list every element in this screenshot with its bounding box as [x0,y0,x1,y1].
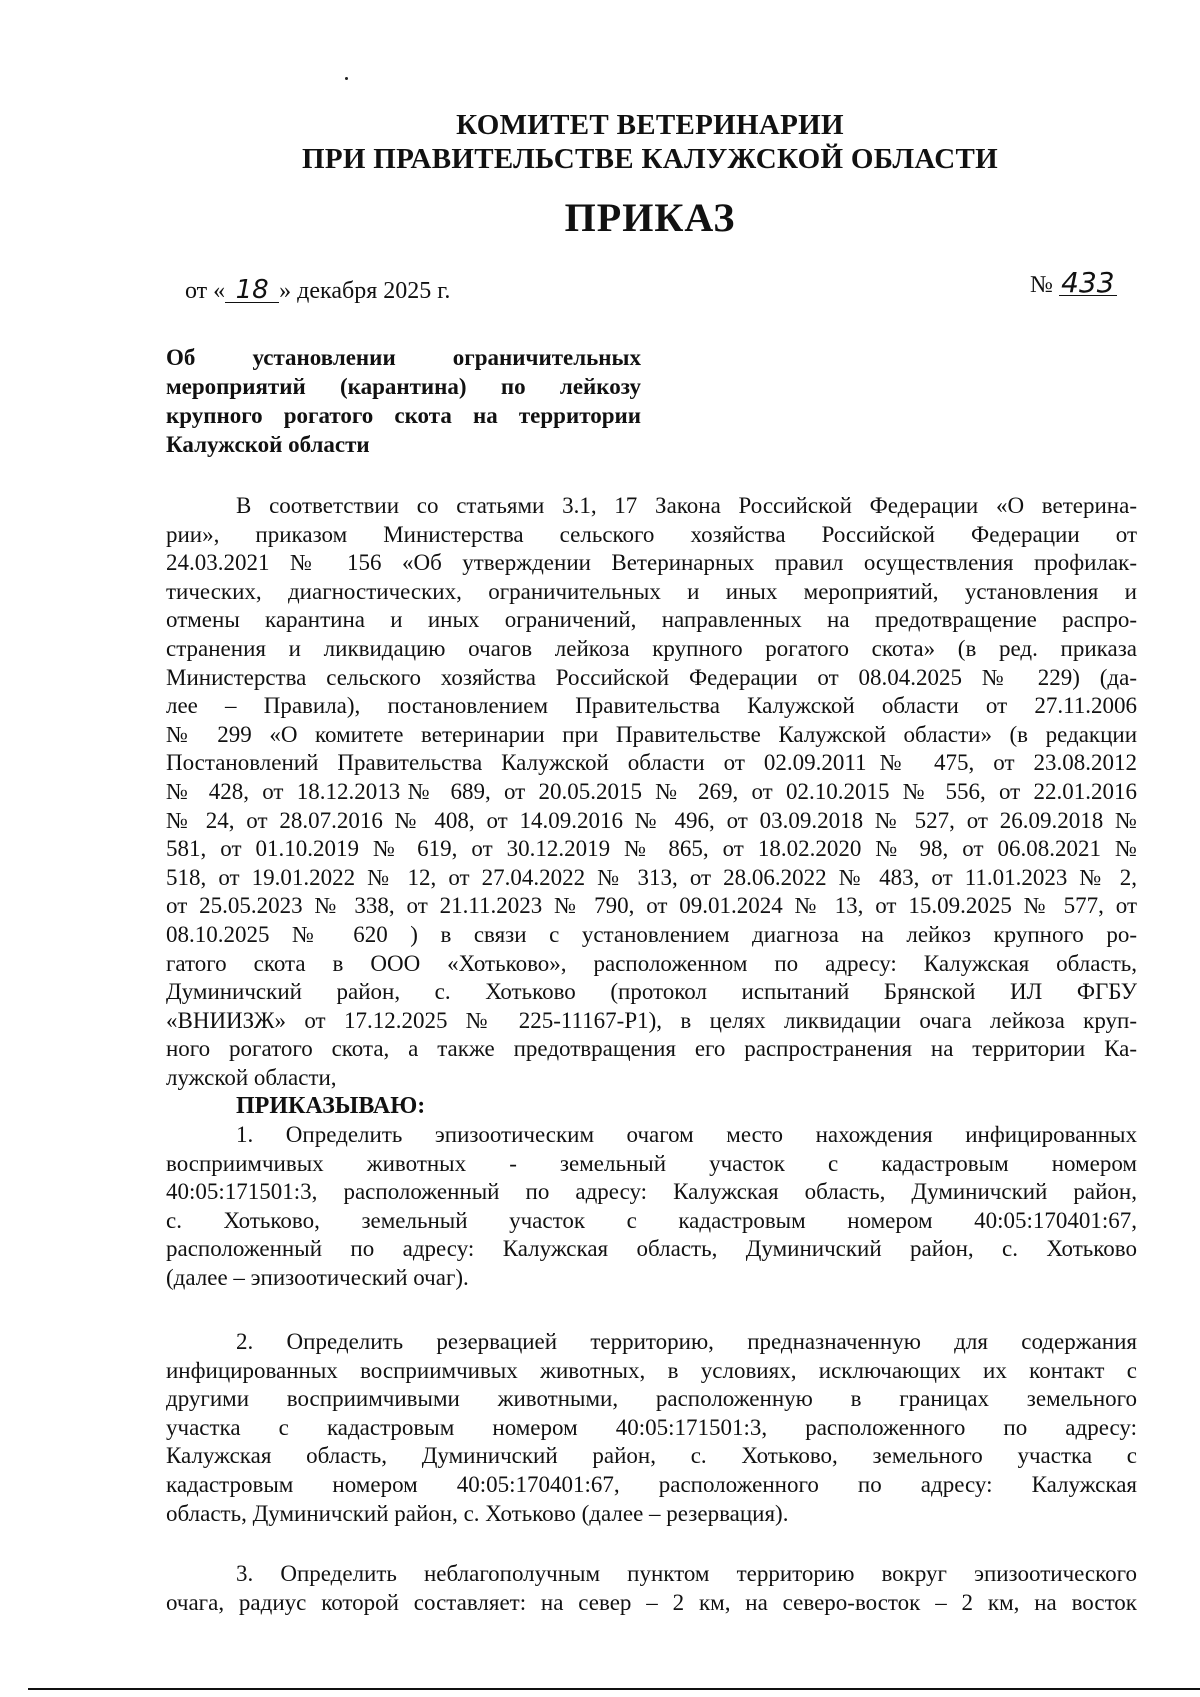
date-prefix: от « [185,278,226,304]
document-date [185,275,451,305]
item-3-line: очага, радиус которой составляет: на север – 2 км, на северо-восток – 2 км, на восток [166,1589,1137,1615]
preamble-line: рии», приказом Министерства сельского хозяйства Российской Федерации от [166,521,1137,547]
subject-line: Калужской области [166,432,370,457]
preamble-line: 581, от 01.10.2019 № 619, от 30.12.2019 № 865, от 18.02.2020 № 98, от 06.08.2021 № [166,836,1137,862]
subject-line: мероприятий (карантина) по лейкозу [166,374,641,399]
preamble-line: № 428, от 18.12.2013№ 689, от 20.05.2015 № 269, от 02.10.2015 № 556, от 22.01.2016 [166,778,1137,804]
handwritten-date-day: 18 [225,278,279,303]
item-2-line: Калужская область, Думиничский район, с. Хотьково, земельного участка с [166,1443,1137,1469]
item-3-line: 3. Определить неблагополучным пунктом территорию вокруг эпизоотического [236,1561,1137,1586]
committee-name-line-1: КОМИТЕТ ВЕТЕРИНАРИИ [456,109,844,141]
item-1-line: восприимчивых животных - земельный участок с кадастровым номером [166,1150,1137,1176]
preamble-line: лужской области, [166,1064,337,1090]
date-suffix: » декабря 2025 г. [279,278,451,304]
item-1-line: (далее – эпизоотический очаг). [166,1265,469,1291]
item-2-line: кадастровым номером 40:05:170401:67, расположенного по адресу: Калужская [166,1471,1137,1497]
document-type-title: ПРИКАЗ [564,195,736,240]
preamble-line: № 299 «О комитете ветеринарии при Правительстве Калужской области» (в редакции [166,721,1137,747]
item-2-line: инфицированных восприимчивых животных, в условиях, исключающих их контакт с [166,1357,1137,1383]
item-1-line: с. Хотьково, земельный участок с кадастровым номером 40:05:170401:67, [166,1207,1137,1233]
preamble-line: № 24, от 28.07.2016 № 408, от 14.09.2016 № 496, от 03.09.2018 № 527, от 26.09.2018 № [166,807,1137,833]
subject-line: крупного рогатого скота на территории [166,403,641,428]
preamble-line: Постановлений Правительства Калужской области от 02.09.2011№ 475, от 23.08.2012 [166,750,1137,776]
preamble-line: Думиничский район, с. Хотьково (протокол испытаний Брянской ИЛ ФГБУ [166,979,1137,1005]
preamble-line: ного рогатого скота, а также предотвращения его распространения на территории Ка- [166,1036,1137,1062]
preamble-line: 24.03.2021 № 156 «Об утверждении Ветеринарных правил осуществления профилак- [166,550,1137,576]
preamble-line: «ВНИИЗЖ» от 17.12.2025 № 225-11167-Р1), в целях ликвидации очага лейкоза круп- [166,1007,1137,1033]
handwritten-document-number: 433 [1059,271,1117,296]
preamble-line: отмены карантина и иных ограничений, направленных на предотвращение распро- [166,607,1137,633]
preamble-line: тических, диагностических, ограничительных и иных мероприятий, установления и [166,578,1137,604]
preamble-line: 518, от 19.01.2022 № 12, от 27.04.2022 № 313, от 28.06.2022 № 483, от 11.01.2023 № 2, [166,864,1137,890]
page-bottom-rule [28,1688,1200,1690]
item-2-line: область, Думиничский район, с. Хотьково (далее – резервация). [166,1500,789,1526]
preamble-line: от 25.05.2023 № 338, от 21.11.2023 № 790, от 09.01.2024 № 13, от 15.09.2025 № 577, от [166,893,1137,919]
item-2-line: 2. Определить резервацией территорию, предназначенную для содержания [236,1329,1137,1354]
item-1-line: 1. Определить эпизоотическим очагом место нахождения инфицированных [236,1122,1137,1148]
preamble-line: гатого скота в ООО «Хотьково», расположенном по адресу: Калужская область, [166,950,1137,976]
scan-speck [345,77,348,80]
preamble-line: В соответствии со статьями 3.1, 17 Закона Российской Федерации «О ветерина- [236,493,1137,518]
document-number [1030,266,1117,299]
item-1-line: 40:05:171501:3, расположенный по адресу: Калужская область, Думиничский район, [166,1179,1137,1205]
committee-name-line-2: ПРИ ПРАВИТЕЛЬСТВЕ КАЛУЖСКОЙ ОБЛАСТИ [302,143,998,175]
subject-line: Об установлении ограничительных [166,345,641,370]
item-2-line: участка с кадастровым номером 40:05:171501:3, расположенного по адресу: [166,1414,1137,1440]
item-2-paragraph [166,1328,1137,1528]
item-1-line: расположенный по адресу: Калужская область, Думиничский район, с. Хотьково [166,1236,1137,1262]
order-verb-heading: ПРИКАЗЫВАЮ: [236,1093,426,1120]
document-subject [166,343,641,459]
preamble-line: 08.10.2025 № 620 ) в связи с установлением диагноза на лейкоз крупного ро- [166,921,1137,947]
item-3-paragraph [166,1560,1137,1617]
item-2-line: другими восприимчивыми животными, расположенную в границах земельного [166,1386,1137,1412]
preamble-line: Министерства сельского хозяйства Российской Федерации от 08.04.2025 № 229) (да- [166,664,1137,690]
preamble-paragraph [166,492,1137,1293]
preamble-line: лее – Правила), постановлением Правительства Калужской области от 27.11.2006 [166,693,1137,719]
preamble-line: странения и ликвидацию очагов лейкоза крупного рогатого скота» (в ред. приказа [166,635,1137,661]
number-prefix: № [1030,272,1053,298]
